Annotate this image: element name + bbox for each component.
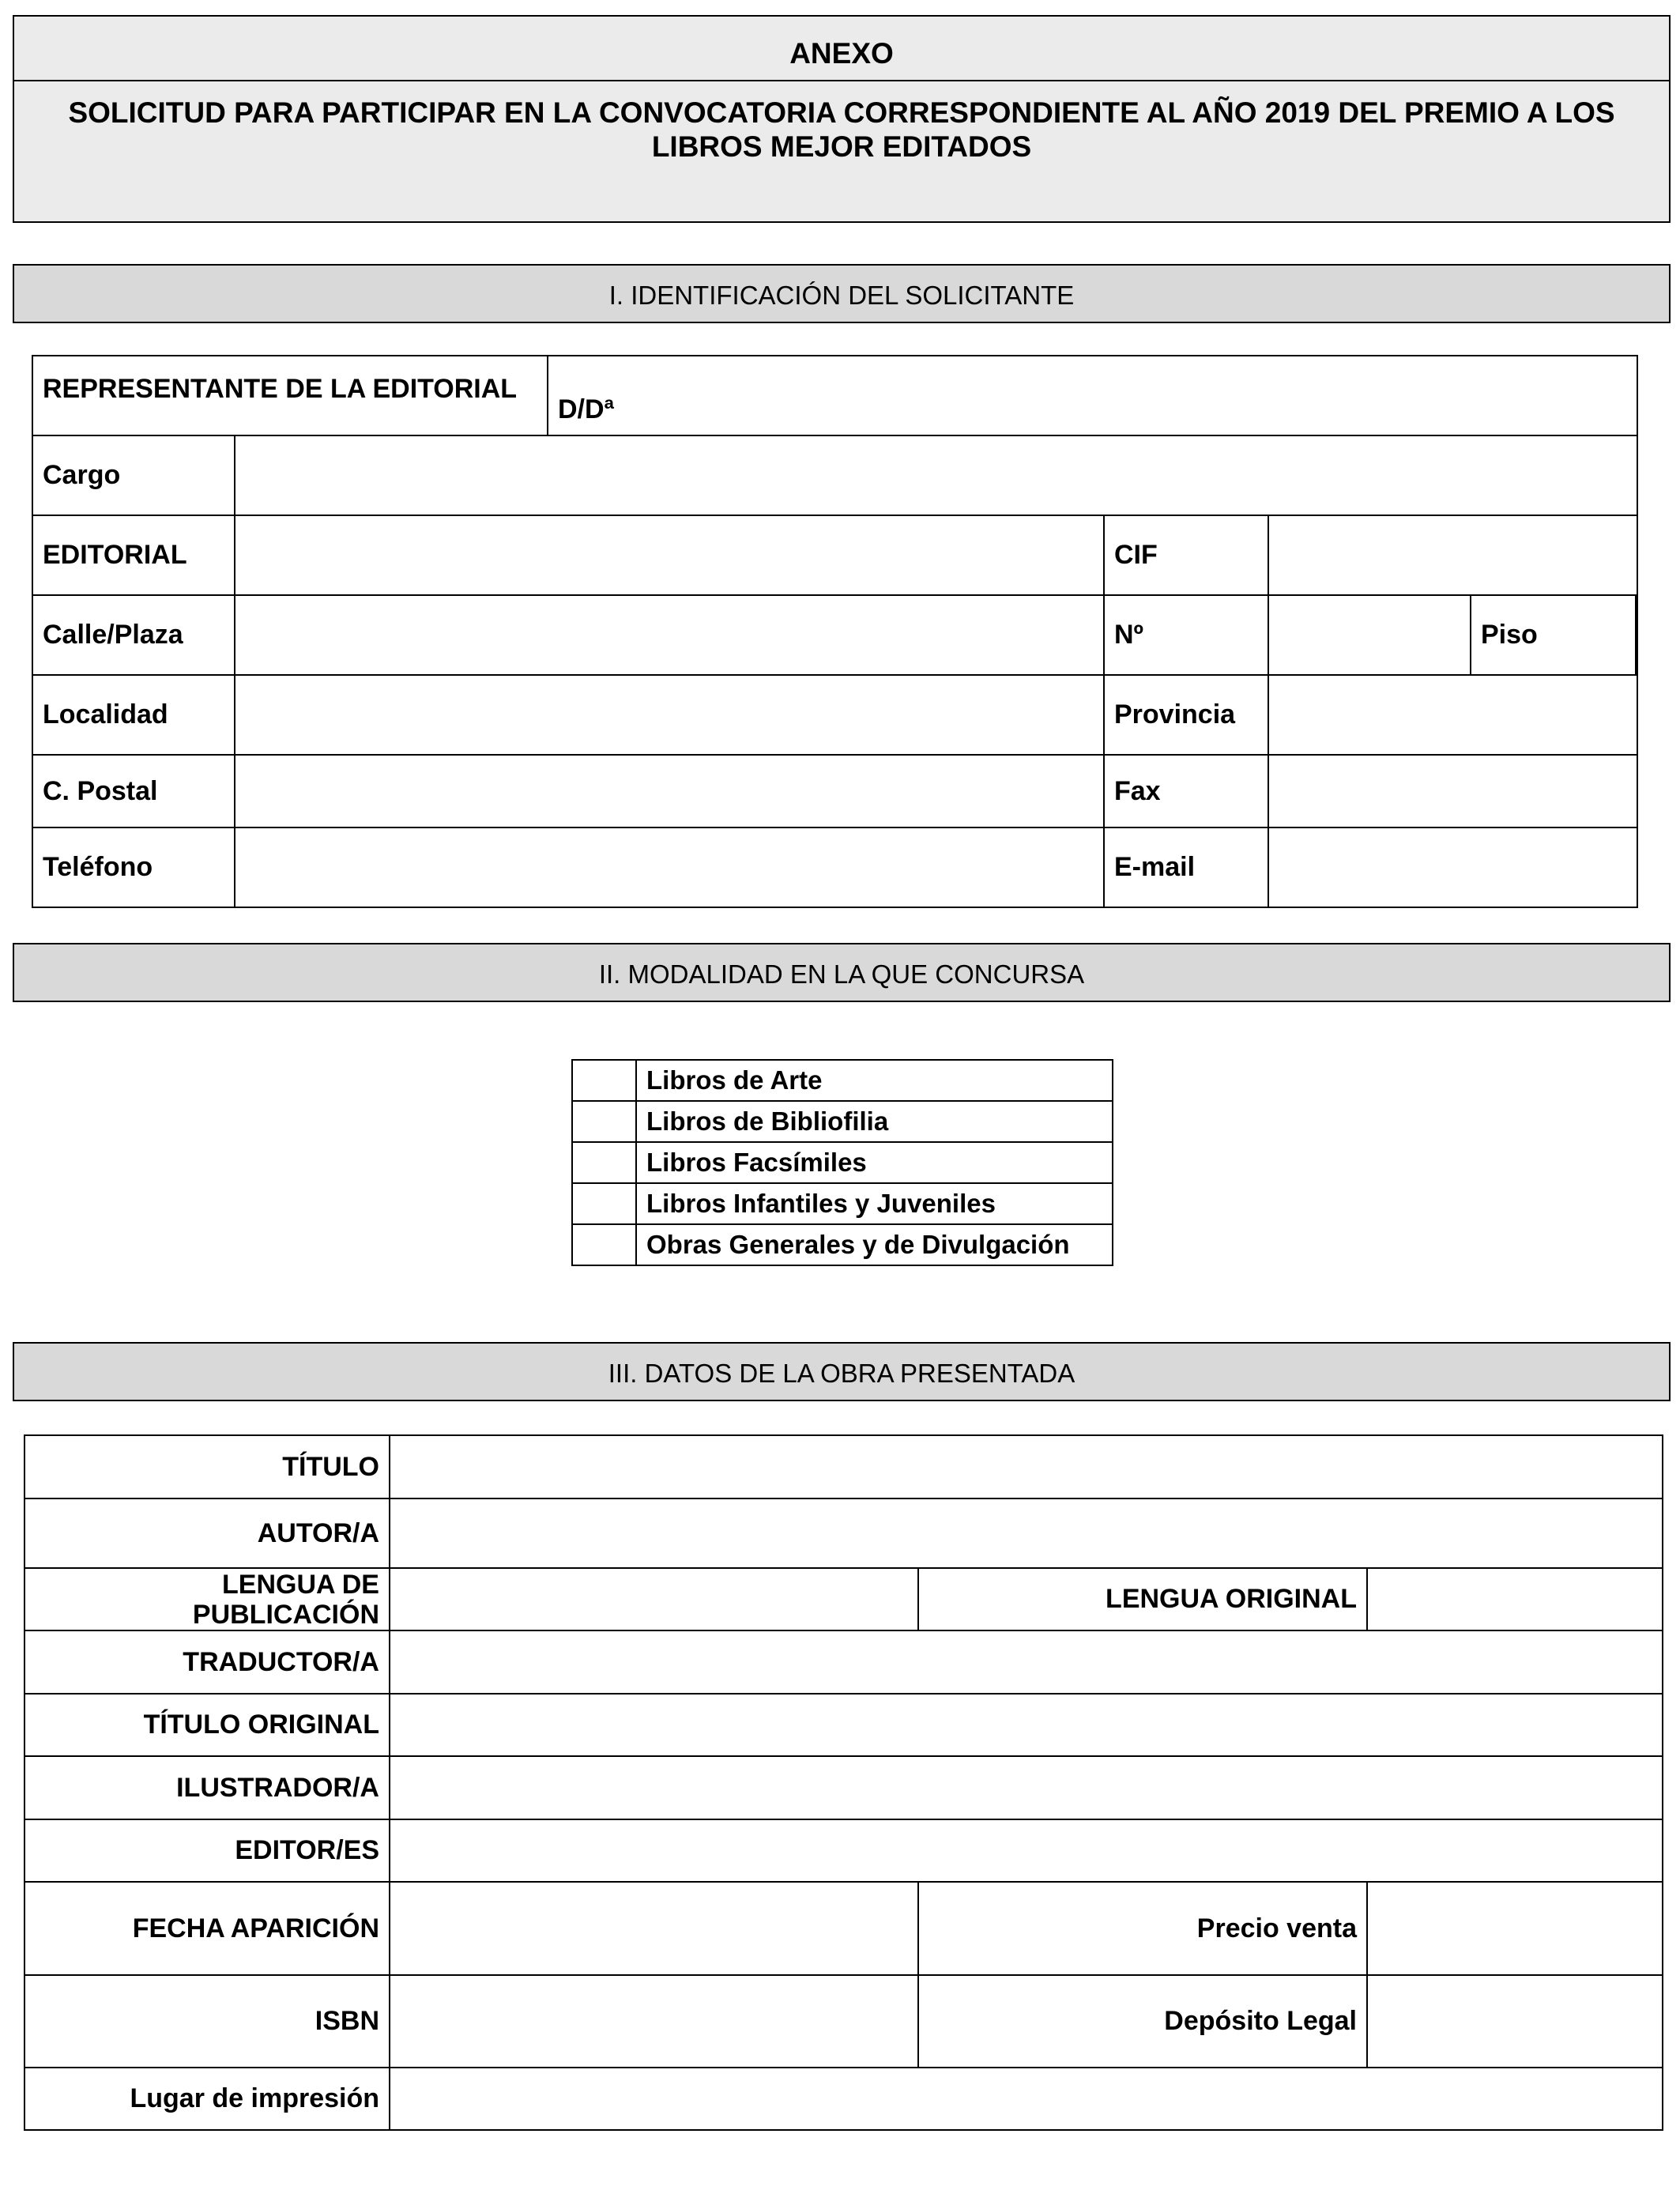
numero-field[interactable]: [1268, 595, 1471, 675]
modality-table: [571, 1059, 1113, 1266]
isbn-field[interactable]: [390, 1975, 918, 2068]
titulo-original-label: TÍTULO ORIGINAL: [24, 1694, 390, 1756]
section-3-heading-text: III. DATOS DE LA OBRA PRESENTADA: [608, 1358, 1075, 1388]
row-cpostal: [32, 755, 1637, 827]
row-cargo: [32, 435, 1637, 515]
cargo-label: Cargo: [32, 435, 235, 515]
row-autor: [24, 1498, 1663, 1568]
row-telefono: [32, 827, 1637, 907]
section-3-heading: [13, 1342, 1671, 1401]
fax-label: Fax: [1104, 755, 1268, 827]
row-traductor: [24, 1630, 1663, 1694]
cpostal-field[interactable]: [235, 755, 1104, 827]
email-label: E-mail: [1104, 827, 1268, 907]
modality-row: [572, 1101, 1113, 1142]
traductor-field[interactable]: [390, 1630, 1663, 1694]
provincia-label: Provincia: [1104, 675, 1268, 755]
section-2-heading-text: II. MODALIDAD EN LA QUE CONCURSA: [598, 959, 1085, 989]
lengua-publicacion-label: [24, 1568, 390, 1630]
dd-field[interactable]: [548, 356, 1637, 435]
email-field[interactable]: [1268, 827, 1637, 907]
editores-field[interactable]: [390, 1819, 1663, 1882]
modality-checkbox[interactable]: [572, 1101, 636, 1142]
modality-label: Libros de Arte: [636, 1060, 1113, 1101]
header-divider: [14, 80, 1669, 81]
representante-label: REPRESENTANTE DE LA EDITORIAL: [32, 356, 548, 435]
localidad-label: Localidad: [32, 675, 235, 755]
modality-label: Libros de Bibliofilia: [636, 1101, 1113, 1142]
section-1-heading: [13, 264, 1671, 323]
modality-row: [572, 1224, 1113, 1265]
deposito-legal-field[interactable]: [1367, 1975, 1663, 2068]
localidad-field[interactable]: [235, 675, 1104, 755]
annex-header: [13, 15, 1671, 223]
calle-field[interactable]: [235, 595, 1104, 675]
telefono-field[interactable]: [235, 827, 1104, 907]
fecha-aparicion-label: FECHA APARICIÓN: [24, 1882, 390, 1975]
modality-label: Libros Facsímiles: [636, 1142, 1113, 1183]
cif-field[interactable]: [1268, 515, 1637, 595]
calle-label: Calle/Plaza: [32, 595, 235, 675]
lugar-impresion-label: Lugar de impresión: [24, 2068, 390, 2130]
piso-cell: [1471, 595, 1637, 675]
section-2-heading: [13, 943, 1671, 1002]
traductor-label: TRADUCTOR/A: [24, 1630, 390, 1694]
row-editorial: [32, 515, 1637, 595]
lengua-publicacion-line-2: PUBLICACIÓN: [192, 1599, 379, 1630]
annex-title: ANEXO: [789, 37, 894, 70]
row-fecha: [24, 1882, 1663, 1975]
row-titulo-original: [24, 1694, 1663, 1756]
lengua-publicacion-field[interactable]: [390, 1568, 918, 1630]
modality-row: [572, 1183, 1113, 1224]
fax-field[interactable]: [1268, 755, 1637, 827]
row-editores: [24, 1819, 1663, 1882]
modality-checkbox[interactable]: [572, 1142, 636, 1183]
modality-label: Libros Infantiles y Juveniles: [636, 1183, 1113, 1224]
modality-checkbox[interactable]: [572, 1183, 636, 1224]
numero-label: Nº: [1104, 595, 1268, 675]
annex-subtitle: SOLICITUD PARA PARTICIPAR EN LA CONVOCATORIA CORRESPONDIENTE AL AÑO 2019 DEL PREMIO A LOS LIBROS MEJOR EDITADOS: [68, 96, 1615, 163]
modality-row: [572, 1142, 1113, 1183]
applicant-table: [32, 355, 1638, 908]
lengua-publicacion-line-1: LENGUA DE: [222, 1569, 379, 1600]
provincia-field[interactable]: [1268, 675, 1637, 755]
telefono-label: Teléfono: [32, 827, 235, 907]
fecha-aparicion-field[interactable]: [390, 1882, 918, 1975]
editorial-field[interactable]: [235, 515, 1104, 595]
lugar-impresion-field[interactable]: [390, 2068, 1663, 2130]
titulo-original-field[interactable]: [390, 1694, 1663, 1756]
cif-label: CIF: [1104, 515, 1268, 595]
precio-venta-label: Precio venta: [918, 1882, 1367, 1975]
row-ilustrador: [24, 1756, 1663, 1819]
dd-label: D/Dª: [558, 394, 615, 424]
cargo-field[interactable]: [235, 435, 1637, 515]
deposito-legal-label: Depósito Legal: [918, 1975, 1367, 2068]
cpostal-label: C. Postal: [32, 755, 235, 827]
precio-venta-field[interactable]: [1367, 1882, 1663, 1975]
modality-row: [572, 1060, 1113, 1101]
piso-label: Piso: [1471, 596, 1637, 674]
work-data-table: [24, 1434, 1663, 2131]
ilustrador-label: ILUSTRADOR/A: [24, 1756, 390, 1819]
editorial-label: EDITORIAL: [32, 515, 235, 595]
isbn-label: ISBN: [24, 1975, 390, 2068]
editores-label: EDITOR/ES: [24, 1819, 390, 1882]
row-representante: [32, 356, 1637, 435]
titulo-field[interactable]: [390, 1435, 1663, 1498]
lengua-original-label: LENGUA ORIGINAL: [918, 1568, 1367, 1630]
row-localidad: [32, 675, 1637, 755]
lengua-original-field[interactable]: [1367, 1568, 1663, 1630]
ilustrador-field[interactable]: [390, 1756, 1663, 1819]
modality-checkbox[interactable]: [572, 1060, 636, 1101]
autor-label: AUTOR/A: [24, 1498, 390, 1568]
row-lengua: [24, 1568, 1663, 1630]
titulo-label: TÍTULO: [24, 1435, 390, 1498]
row-isbn: [24, 1975, 1663, 2068]
section-1-heading-text: I. IDENTIFICACIÓN DEL SOLICITANTE: [608, 280, 1075, 310]
row-titulo: [24, 1435, 1663, 1498]
autor-field[interactable]: [390, 1498, 1663, 1568]
modality-label: Obras Generales y de Divulgación: [636, 1224, 1113, 1265]
modality-checkbox[interactable]: [572, 1224, 636, 1265]
row-calle: [32, 595, 1637, 675]
row-lugar: [24, 2068, 1663, 2130]
